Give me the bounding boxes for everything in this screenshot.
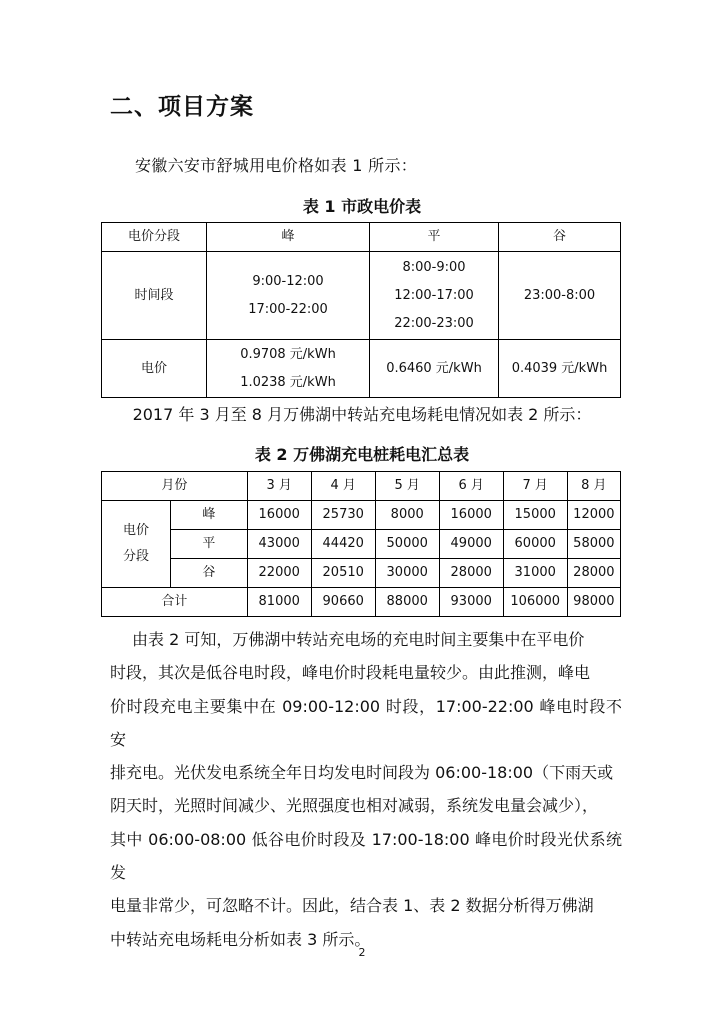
total-label: 合计 bbox=[102, 588, 248, 617]
row-label-flat: 平 bbox=[171, 530, 248, 559]
peak-times-cell bbox=[207, 252, 370, 340]
month-header: 4 月 bbox=[311, 472, 375, 501]
table-cell: 16000 bbox=[439, 501, 503, 530]
table1-header-segment: 电价分段 bbox=[102, 223, 207, 252]
table-cell: 31000 bbox=[503, 559, 567, 588]
table-cell: 25730 bbox=[311, 501, 375, 530]
peak-prices-cell bbox=[207, 340, 370, 398]
table-cell: 15000 bbox=[503, 501, 567, 530]
table-cell: 28000 bbox=[439, 559, 503, 588]
flat-time: 8:00-9:00 bbox=[402, 259, 466, 275]
table-cell: 20510 bbox=[311, 559, 375, 588]
table-cell: 8000 bbox=[375, 501, 439, 530]
table2-intro-sentence: 2017 年 3 月至 8 月万佛湖中转站充电场耗电情况如表 2 所示： bbox=[132, 405, 592, 424]
valley-times-cell: 23:00-8:00 bbox=[499, 252, 621, 340]
table-cell: 44420 bbox=[311, 530, 375, 559]
price-label: 电价 bbox=[102, 340, 207, 398]
table1-caption: 表 1 市政电价表 bbox=[302, 197, 422, 216]
table-cell: 12000 bbox=[567, 501, 620, 530]
time-label: 时间段 bbox=[102, 252, 207, 340]
month-header-label: 月份 bbox=[102, 472, 248, 501]
total-cell: 106000 bbox=[503, 588, 567, 617]
paragraph-line: 价时段充电主要集中在 09:00-12:00 时段，17:00-22:00 峰电时段不安 bbox=[110, 696, 622, 749]
total-cell: 93000 bbox=[439, 588, 503, 617]
paragraph-line: 中转站充电场耗电分析如表 3 所示。 bbox=[110, 929, 371, 949]
paragraph-line: 阴天时，光照时间减少、光照强度也相对减弱，系统发电量会减少）， bbox=[110, 796, 599, 816]
flat-times-cell bbox=[370, 252, 499, 340]
consumption-table bbox=[101, 471, 621, 617]
row-label-peak: 峰 bbox=[171, 501, 248, 530]
table1-header-flat: 平 bbox=[370, 223, 499, 252]
paragraph-line: 时段，其次是低谷电时段，峰电价时段耗电量较少。由此推测，峰电 bbox=[110, 663, 591, 683]
total-cell: 81000 bbox=[247, 588, 311, 617]
table-cell: 50000 bbox=[375, 530, 439, 559]
month-header: 6 月 bbox=[439, 472, 503, 501]
paragraph-line: 排充电。光伏发电系统全年日均发电时间段为 06:00-18:00（下雨天或 bbox=[110, 763, 614, 783]
valley-price-cell: 0.4039 元/kWh bbox=[499, 340, 621, 398]
analysis-paragraph bbox=[110, 623, 622, 956]
peak-time: 9:00-12:00 bbox=[252, 273, 324, 289]
paragraph-line: 电量非常少，可忽略不计。因此，结合表 1、表 2 数据分析得万佛湖 bbox=[110, 896, 594, 916]
table-cell: 22000 bbox=[247, 559, 311, 588]
total-cell: 88000 bbox=[375, 588, 439, 617]
table-cell: 28000 bbox=[567, 559, 620, 588]
section-title: 二、项目方案 bbox=[110, 94, 254, 120]
table-cell: 58000 bbox=[567, 530, 620, 559]
peak-time: 17:00-22:00 bbox=[248, 301, 328, 317]
peak-price: 0.9708 元/kWh bbox=[240, 346, 336, 362]
month-header: 8 月 bbox=[567, 472, 620, 501]
price-segment-group-label bbox=[102, 501, 171, 588]
group-label-line: 电价 bbox=[122, 523, 149, 538]
table1-header-valley: 谷 bbox=[499, 223, 621, 252]
table-cell: 16000 bbox=[247, 501, 311, 530]
group-label-line: 分段 bbox=[122, 549, 149, 564]
price-table bbox=[101, 222, 621, 398]
table-cell: 43000 bbox=[247, 530, 311, 559]
intro-sentence: 安徽六安市舒城用电价格如表 1 所示： bbox=[135, 156, 418, 175]
month-header: 3 月 bbox=[247, 472, 311, 501]
paragraph-line: 由表 2 可知，万佛湖中转站充电场的充电时间主要集中在平电价 bbox=[132, 630, 585, 649]
paragraph-line: 其中 06:00-08:00 低谷电价时段及 17:00-18:00 峰电价时段光伏系统发 bbox=[110, 829, 622, 883]
flat-price-cell: 0.6460 元/kWh bbox=[370, 340, 499, 398]
flat-time: 12:00-17:00 bbox=[394, 287, 474, 303]
table-cell: 30000 bbox=[375, 559, 439, 588]
month-header: 5 月 bbox=[375, 472, 439, 501]
total-cell: 90660 bbox=[311, 588, 375, 617]
row-label-valley: 谷 bbox=[171, 559, 248, 588]
peak-price: 1.0238 元/kWh bbox=[240, 374, 336, 390]
month-header: 7 月 bbox=[503, 472, 567, 501]
page-number: 2 bbox=[358, 946, 366, 959]
table1-header-peak: 峰 bbox=[207, 223, 370, 252]
table-cell: 49000 bbox=[439, 530, 503, 559]
flat-time: 22:00-23:00 bbox=[394, 315, 474, 331]
total-cell: 98000 bbox=[567, 588, 620, 617]
table-cell: 60000 bbox=[503, 530, 567, 559]
table2-caption: 表 2 万佛湖充电桩耗电汇总表 bbox=[254, 445, 470, 464]
